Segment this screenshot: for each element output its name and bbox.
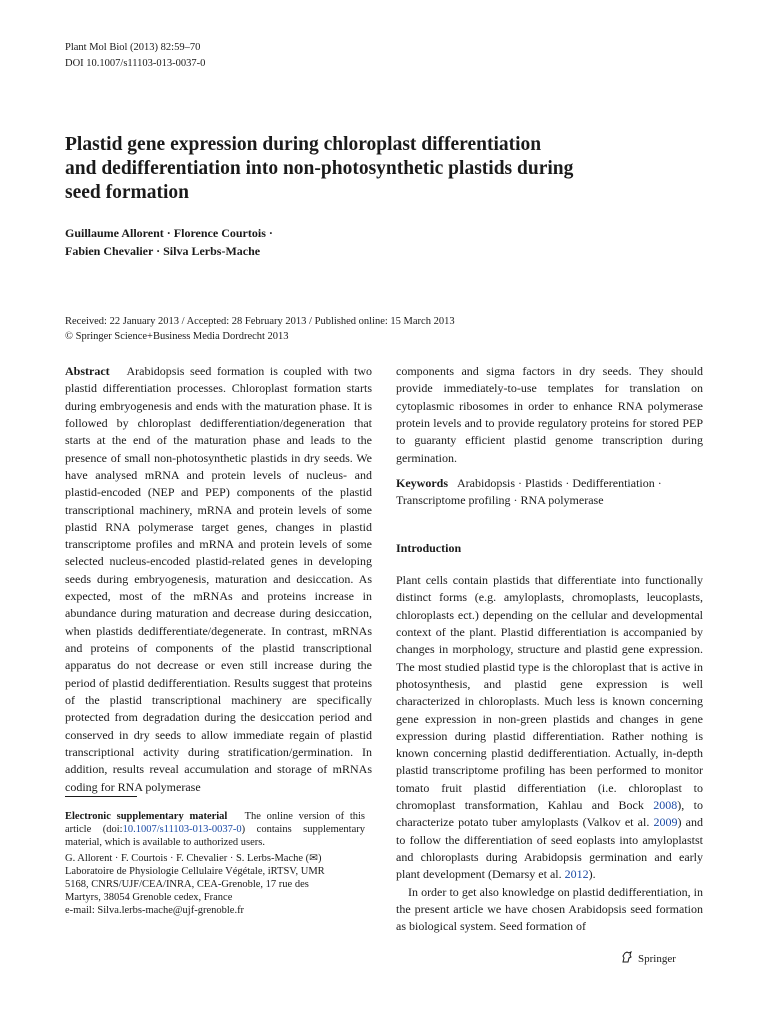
publisher-name: Springer: [638, 952, 676, 965]
article-title: [65, 133, 685, 205]
title-line: seed formation: [65, 182, 190, 203]
copyright: © Springer Science+Business Media Dordrecht 2013: [65, 331, 289, 342]
abstract-continuation-text: components and sigma factors in dry seeds. They should provide immediately-to-use templates for translation on cytoplasmic ribosomes in order to enhance RNA polymerase protein levels and to provide regulatory proteins for stored PEP to guaranty efficient plastid genome transcription during germination.: [396, 364, 703, 465]
citation-link[interactable]: 2008: [653, 798, 678, 813]
footnote-rule: [65, 796, 137, 797]
doi: DOI 10.1007/s11103-013-0037-0: [65, 58, 206, 69]
keywords-label: Keywords: [396, 476, 448, 490]
citation-link[interactable]: 2009: [653, 815, 678, 830]
doi-link[interactable]: 10.1007/s11103-013-0037-0: [122, 824, 242, 835]
introduction-body: [396, 572, 703, 936]
abstract-text: Arabidopsis seed formation is coupled with two plastid differentiation processes. Chloroplast formation starts during embryogenesis and ends with the maturation phase. It is followed by chloroplast dedifferentiation/degeneration that starts at the end of the maturation phase and leads to the presence of small non-photosynthetic plastids in dry seeds. We have analysed mRNA and protein levels of nucleus- and plastid-encoded (NEP and PEP) components of the plastid transcriptional machinery, mRNA and protein levels of some plastid RNA polymerase target genes, changes in plastid transcriptome profiles and mRNA and protein levels of some selected nucleus-encoded plastid-related genes in developing seeds during embryogenesis, maturation and desiccation. As expected, most of the mRNAs and proteins increase in abundance during maturation and decrease during desiccation, when plastids dedifferentiate/degenerate. In contrast, mRNAs and proteins of components of the plastid transcriptional apparatus do not decrease or even still increase during the period of plastid dedifferentiation. Results suggest that proteins of the plastid transcriptional machinery are specifically protected from degradation during the desiccation period and conserved in dry seeds to allow immediate regain of plastid transcriptional activity during stratification/germination. In addition, results reveal accumulation and storage of mRNAs coding for RNA polymerase: [65, 364, 372, 794]
intro-paragraph: In order to get also knowledge on plastid dedifferentiation, in the present article we have chosen Arabidopsis seed formation as biological system. Seed formation of: [396, 884, 703, 934]
abstract-label: Abstract: [65, 364, 110, 378]
authors-line: Fabien Chevalier · Silva Lerbs-Mache: [65, 244, 261, 258]
abstract-continuation: [396, 363, 703, 467]
keywords-text: Arabidopsis · Plastids · Dedifferentiation · Transcriptome profiling · RNA polymerase: [396, 476, 662, 507]
title-line: Plastid gene expression during chloroplast differentiation: [65, 134, 542, 155]
introduction-heading: Introduction: [396, 541, 462, 555]
citation-link[interactable]: 2012: [564, 867, 589, 882]
intro-paragraph: Plant cells contain plastids that differentiate into functionally distinct forms (e.g. amyloplasts, chromoplasts, leucoplasts, chloroplasts ect.) depending on the cellular and developmental context of the plant. Plastid differentiation is accompanied by changes in morphology, structure and plastid gene expression. The most studied plastid type is the chloroplast that is active in photosynthesis, and plastid gene expression is well characterized in chloroplasts. Much less is known concerning gene expression in non-green plastids and changes in gene expression during plastid differentiation. Rather nothing is known concerning plastid dedifferentiation. Actually, in-depth plastid transcriptome profiling has been performed to monitor tomato fruit plastid differentiation (i.e. chloroplast to chromoplast transformation, Kahlau and Bock 2008), to characterize potato tuber amyloplasts (Valkov et al. 2009) and to follow the differentiation of seed eoplasts into amyloplastst and chloroplasts during Arabidopsis germination and early plant development (Demarsy et al. 2012).: [396, 573, 704, 882]
title-line: and dedifferentiation into non-photosynthetic plastids during: [65, 158, 574, 179]
affiliation-names: G. Allorent · F. Courtois · F. Chevalier · S. Lerbs-Mache (✉): [65, 853, 322, 864]
email[interactable]: e-mail: Silva.lerbs-mache@ujf-grenoble.fr: [65, 905, 245, 916]
journal-header: [65, 40, 205, 72]
author-list: [65, 224, 685, 260]
affiliation-line: Martyrs, 38054 Grenoble cedex, France: [65, 892, 233, 903]
esm-label: Electronic supplementary material: [65, 811, 228, 822]
history-dates: Received: 22 January 2013 / Accepted: 28 February 2013 / Published online: 15 March 2013: [65, 316, 455, 327]
authors-line: Guillaume Allorent · Florence Courtois ·: [65, 226, 273, 240]
supplementary-note: Electronic supplementary material The online version of this article (doi:10.1007/s11103-013-0037-0) contains supplementary material, which is available to authorized users.: [65, 811, 365, 848]
affiliation-line: 5168, CNRS/UJF/CEA/INRA, CEA-Grenoble, 17 rue des: [65, 879, 309, 890]
keywords: [396, 475, 703, 509]
publisher-footer: [620, 950, 676, 967]
publication-history: [65, 314, 455, 344]
abstract: [65, 363, 372, 796]
affiliation: [65, 852, 370, 917]
affiliation-line: Laboratoire de Physiologie Cellulaire Végétale, iRTSV, UMR: [65, 866, 325, 877]
springer-horse-icon: [620, 950, 634, 967]
journal-citation: Plant Mol Biol (2013) 82:59–70: [65, 42, 201, 53]
